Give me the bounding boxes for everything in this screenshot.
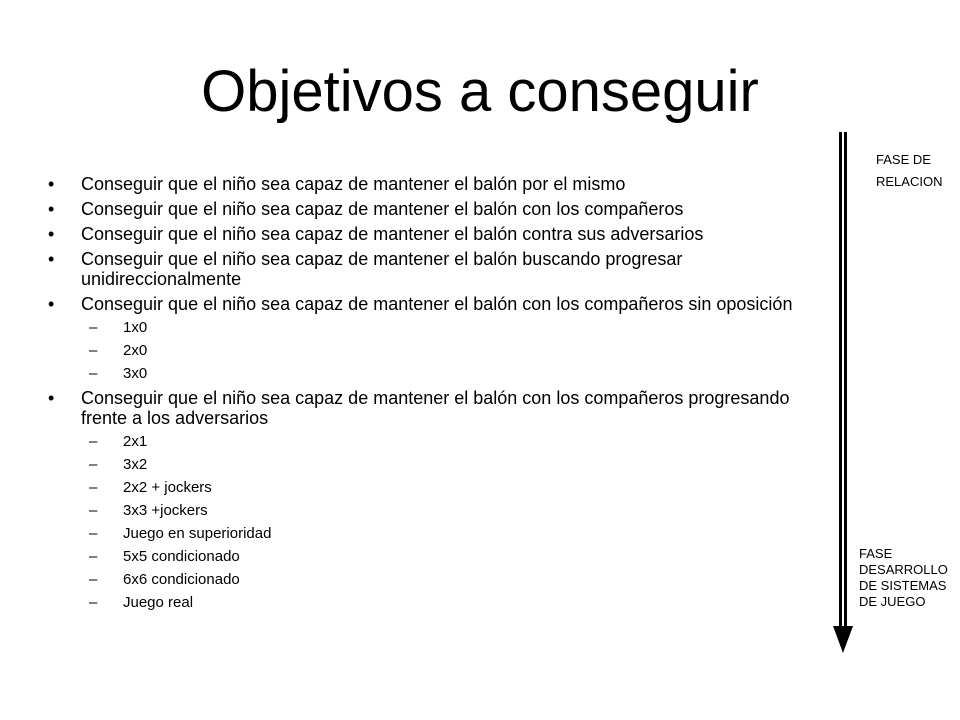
phase-desarrollo-label bbox=[859, 546, 960, 610]
sub-item-text: 2x0 bbox=[123, 342, 148, 359]
sub-item-text: 1x0 bbox=[123, 319, 148, 336]
bullet-dot-icon: • bbox=[48, 249, 55, 269]
phase-bottom-line: DE JUEGO bbox=[859, 594, 926, 609]
bullet-text: Conseguir que el niño sea capaz de mantener el balón contra sus adversarios bbox=[81, 224, 704, 244]
dash-icon: – bbox=[89, 365, 98, 382]
sub-item-text: 2x1 bbox=[123, 433, 148, 450]
phase-relacion-label bbox=[876, 149, 960, 193]
phase-top-line: FASE DE bbox=[876, 152, 931, 167]
bullet-item bbox=[48, 174, 838, 194]
sub-item-text: 6x6 condicionado bbox=[123, 571, 240, 588]
bullet-item bbox=[48, 388, 838, 428]
phase-bottom-line: FASE bbox=[859, 546, 893, 561]
sub-item bbox=[48, 319, 838, 337]
sub-item-text: 3x2 bbox=[123, 456, 148, 473]
sub-item bbox=[48, 594, 838, 612]
bullet-item bbox=[48, 224, 838, 244]
dash-icon: – bbox=[89, 502, 98, 519]
objectives-list bbox=[48, 174, 838, 617]
sub-item-text: 5x5 condicionado bbox=[123, 548, 240, 565]
sub-item bbox=[48, 365, 838, 383]
bullet-item bbox=[48, 199, 838, 219]
sub-item bbox=[48, 456, 838, 474]
bullet-text: Conseguir que el niño sea capaz de mantener el balón con los compañeros sin oposición bbox=[81, 294, 793, 314]
sub-item-text: 2x2 + jockers bbox=[123, 479, 212, 496]
sub-item bbox=[48, 571, 838, 589]
sub-item-text: 3x0 bbox=[123, 365, 148, 382]
bullet-text: Conseguir que el niño sea capaz de mantener el balón buscando progresar unidireccionalmente bbox=[81, 249, 683, 289]
sub-item-text: Juego en superioridad bbox=[123, 525, 272, 542]
bullet-dot-icon: • bbox=[48, 388, 55, 408]
slide-title: Objetivos a conseguir bbox=[201, 59, 759, 124]
phase-bottom-line: DE SISTEMAS bbox=[859, 578, 947, 593]
sub-item-text: 3x3 +jockers bbox=[123, 502, 208, 519]
sub-item bbox=[48, 525, 838, 543]
dash-icon: – bbox=[89, 342, 98, 359]
bullet-dot-icon: • bbox=[48, 174, 55, 194]
bullet-item bbox=[48, 294, 838, 314]
dash-icon: – bbox=[89, 571, 98, 588]
sub-list bbox=[48, 433, 838, 612]
dash-icon: – bbox=[89, 433, 98, 450]
progression-arrow-icon bbox=[830, 132, 860, 656]
sub-item bbox=[48, 548, 838, 566]
bullet-item bbox=[48, 249, 838, 289]
bullet-text: Conseguir que el niño sea capaz de mantener el balón con los compañeros progresando frente a los adversarios bbox=[81, 388, 790, 428]
bullet-text: Conseguir que el niño sea capaz de mantener el balón con los compañeros bbox=[81, 199, 684, 219]
dash-icon: – bbox=[89, 319, 98, 336]
bullet-dot-icon: • bbox=[48, 224, 55, 244]
dash-icon: – bbox=[89, 548, 98, 565]
sub-item bbox=[48, 479, 838, 497]
dash-icon: – bbox=[89, 594, 98, 611]
dash-icon: – bbox=[89, 525, 98, 542]
dash-icon: – bbox=[89, 479, 98, 496]
dash-icon: – bbox=[89, 456, 98, 473]
phase-top-line: RELACION bbox=[876, 174, 943, 189]
sub-list bbox=[48, 319, 838, 383]
sub-item bbox=[48, 502, 838, 520]
bullet-dot-icon: • bbox=[48, 294, 55, 314]
phase-bottom-line: DESARROLLO bbox=[859, 562, 948, 577]
bullet-text: Conseguir que el niño sea capaz de mantener el balón por el mismo bbox=[81, 174, 626, 194]
bullet-dot-icon: • bbox=[48, 199, 55, 219]
sub-item bbox=[48, 342, 838, 360]
sub-item-text: Juego real bbox=[123, 594, 194, 611]
sub-item bbox=[48, 433, 838, 451]
